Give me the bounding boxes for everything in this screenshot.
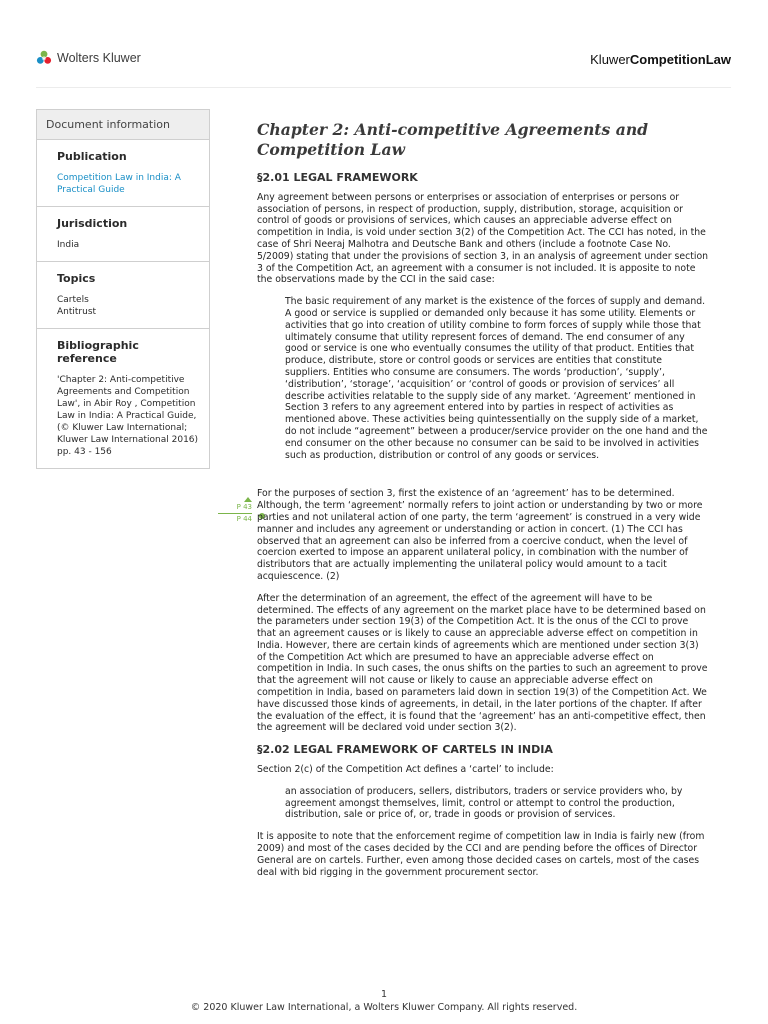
page-marker-next: P 44: [236, 515, 252, 523]
paragraph: For the purposes of section 3, first the existence of an ‘agreement’ has to be determined. Although, the term ‘agreement’ normally refers to joint action or understanding by two or more parties and not unilateral action of one party, the term ‘agreement’ is construed in a very wide manner and includes any agreement or understanding or action in concert. (1) The CCI has observed that an agreement can also be inferred from a coercive conduct, when the level of coercion exerted to impose an apparent unilateral policy, in combination with the number of distributors that are actually implementing the unilateral policy would amount to a tacit acquiescence. (2): [257, 488, 703, 582]
topic-item: Antitrust: [57, 307, 97, 317]
section-heading: §2.02 LEGAL FRAMEWORK OF CARTELS IN INDIA: [257, 743, 553, 757]
bibliographic-value: 'Chapter 2: Anti-competitive Agreements and Competition Law', in Abir Roy , Competition Law in India: A Practical Guide, (© Kluwer Law International; Kluwer Law International 2016) pp. 43 - 156: [57, 375, 199, 457]
paragraph: Section 2(c) of the Competition Act defines a ‘cartel’ to include:: [257, 764, 554, 776]
document-info-heading: Document information: [37, 110, 209, 140]
jurisdiction-section: [37, 207, 209, 262]
publication-section: [37, 140, 209, 207]
topics-label: Topics: [57, 272, 96, 285]
page-break-gap: [257, 471, 709, 488]
chapter-title: Chapter 2: Anti-competitive Agreements and Competition Law: [257, 120, 649, 159]
triangle-up-icon: [244, 497, 252, 502]
block-quote: The basic requirement of any market is the existence of the forces of supply and demand. A good or service is supplied or demanded only because it has some utility. Elements or activities that go into creation of utility combine to form forces of supply while those that ultimately consume that utility represent forces of demand. The end consumer of any good or service is one who eventually consumes the utility of that product. Entities that produce, distribute, store or control goods or services are entities that constitute suppliers. Entities who consume are consumers. The words ‘production’, ‘supply’, ‘distribution’, ‘storage’, ‘acquisition’ or ‘control of goods or provision of services’ all describe activities relatable to the supply side of any market. ‘Agreement’ mentioned in Section 3 refers to any agreement entered into by parties in respect of activities as mentioned above. These activities being quintessentially on the supply side of a market, do not include “agreement” between a producer/service provider on the one hand and the end consumer on the other because no consumer can be said to be involved in activities such as production, distribution or control of any goods or services.: [285, 296, 708, 461]
copyright-notice: © 2020 Kluwer Law International, a Wolters Kluwer Company. All rights reserved.: [190, 1002, 578, 1013]
block-quote: an association of producers, sellers, distributors, traders or service providers who, by agreement amongst themselves, limit, control or attempt to control the production, distribution, sale or price of, or, trade in goods or provision of services.: [285, 785, 683, 821]
header: [36, 48, 731, 88]
jurisdiction-label: Jurisdiction: [57, 217, 128, 230]
topic-item: Cartels: [57, 295, 89, 305]
page-marker-line: [218, 513, 252, 514]
page-footer: [0, 988, 768, 1014]
brand-logo[interactable]: [36, 50, 141, 66]
page-number: 1: [380, 989, 388, 1000]
product-name[interactable]: [590, 52, 731, 67]
paragraph: After the determination of an agreement, the effect of the agreement will have to be determined. The effects of any agreement on the market place have to be determined based on the parameters under section 19(3) of the Competition Act. It is the onus of the CCI to prove that an agreement causes or is likely to cause an appreciable adverse effect on competition in India. However, there are certain kinds of agreements which are mentioned under section 3(3) of the Competition Act which are presumed to have an appreciable adverse effect on competition in India. In such cases, the onus shifts on the parties to such an agreement to prove that the agreement will not cause or likely to cause an appreciable adverse effect on competition in India, based on parameters laid down in section 19(3) of the Competition Act. We have discussed those kinds of agreements, in detail, in the later portions of the chapter. If after the evaluation of the effect, it is found that the ‘agreement’ has an anti-competitive effect, then the agreement will be declared void under section 3(2).: [257, 592, 708, 734]
publication-link[interactable]: Competition Law in India: A Practical Guide: [57, 173, 181, 195]
bibliographic-label: Bibliographic reference: [57, 339, 139, 365]
document-body: [257, 120, 709, 888]
paragraph: Any agreement between persons or enterprises or association of enterprises or persons or association of persons, in respect of production, supply, distribution, storage, acquisition or control of goods or provisions of services, which causes an appreciable adverse effect on competition in India, is void under section 3(2) of the Competition Act. The CCI has noted, in the case of Shri Neeraj Malhotra and Deutsche Bank and others (include a footnote Case No. 5/2009) stating that under the provisions of section 3, in an analysis of agreement under section 3 of the Competition Act, an agreement with a consumer is not included. It is apposite to note the observations made by the CCI in the said case:: [257, 191, 709, 286]
publication-label: Publication: [57, 150, 127, 163]
product-name-prefix: Kluwer: [590, 52, 630, 67]
jurisdiction-value: India: [57, 240, 80, 250]
section-heading: §2.01 LEGAL FRAMEWORK: [257, 171, 418, 184]
topics-section: [37, 262, 209, 329]
paragraph: It is apposite to note that the enforcement regime of competition law in India is fairly new (from 2009) and most of the cases decided by the CCI and are pending before the offices of Director General are on cartels. Further, even among those decided cases on cartels, most of the cases deal with bid rigging in the government procurement sector.: [257, 831, 705, 878]
product-name-bold: CompetitionLaw: [629, 52, 731, 67]
document-info-panel: [36, 109, 210, 469]
wolters-kluwer-logo-icon: [36, 50, 52, 66]
page-marker-prev: P 43: [236, 503, 252, 511]
bibliographic-section: [37, 329, 209, 468]
brand-name: Wolters Kluwer: [57, 51, 141, 65]
